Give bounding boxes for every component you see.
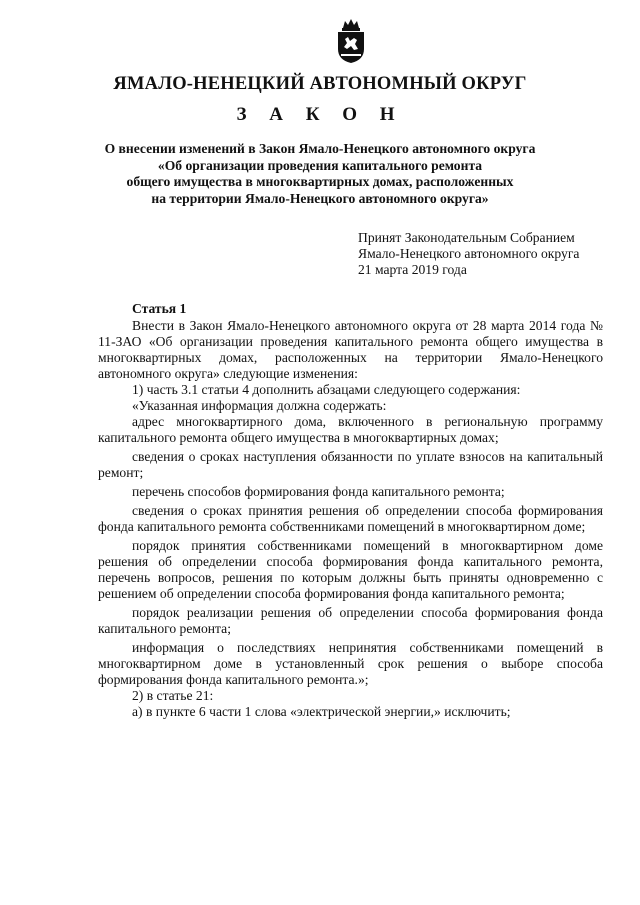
paragraph: «Указанная информация должна содержать: bbox=[132, 398, 387, 413]
paragraph: информация о последствиях непринятия собственниками помещений в многоквартирном доме в установленный срок решения о выборе способа формирования фонда капитального ремонта.»; bbox=[98, 640, 603, 687]
paragraph: порядок принятия собственниками помещений в многоквартирном доме решения об определении способа формирования фонда капитального ремонта, перечень вопросов, решения по которым должны быть приняты одновременно с решением об определении способа формирования фонда капитального ремонта; bbox=[98, 538, 603, 601]
paragraph: сведения о сроках наступления обязанности по уплате взносов на капитальный ремонт; bbox=[98, 449, 603, 480]
paragraph: 2) в статье 21: bbox=[132, 688, 214, 703]
law-subject bbox=[0, 141, 640, 207]
paragraph: а) в пункте 6 части 1 слова «электрической энергии,» исключить; bbox=[132, 704, 511, 719]
article-heading: Статья 1 bbox=[132, 301, 187, 316]
subject-line: О внесении изменений в Закон Ямало-Ненецкого автономного округа bbox=[104, 141, 536, 156]
subject-line: на территории Ямало-Ненецкого автономного округа» bbox=[151, 190, 489, 206]
subject-line: «Об организации проведения капитального ремонта bbox=[157, 157, 483, 173]
subject-line: общего имущества в многоквартирных домах, расположенных bbox=[126, 174, 514, 189]
paragraph: перечень способов формирования фонда капитального ремонта; bbox=[132, 484, 505, 499]
adoption-note bbox=[358, 230, 579, 278]
document-title: З А К О Н bbox=[236, 104, 404, 125]
adoption-line: Принят Законодательным Собранием bbox=[358, 230, 575, 245]
adoption-date: 21 марта 2019 года bbox=[358, 262, 467, 277]
coat-of-arms-icon bbox=[333, 16, 369, 64]
paragraph: адрес многоквартирного дома, включенного в региональную программу капитального ремонта общего имущества в многоквартирных домах; bbox=[98, 414, 603, 445]
article-body bbox=[98, 301, 603, 720]
paragraph: Внести в Закон Ямало-Ненецкого автономного округа от 28 марта 2014 года № 11-ЗАО «Об организации проведения капитального ремонта общего имущества в многоквартирных домах, расположенных на территории Ямало-Ненецкого автономного округа» следующие изменения: bbox=[98, 318, 603, 381]
region-name: ЯМАЛО-НЕНЕЦКИЙ АВТОНОМНЫЙ ОКРУГ bbox=[113, 74, 527, 94]
paragraph: порядок реализации решения об определении способа формирования фонда капитального ремонта; bbox=[98, 605, 603, 636]
paragraph: сведения о сроках принятия решения об определении способа формирования фонда капитального ремонта собственниками помещений в многоквартирном доме; bbox=[98, 503, 603, 534]
paragraph: 1) часть 3.1 статьи 4 дополнить абзацами следующего содержания: bbox=[132, 382, 521, 397]
adoption-line: Ямало-Ненецкого автономного округа bbox=[358, 246, 580, 261]
